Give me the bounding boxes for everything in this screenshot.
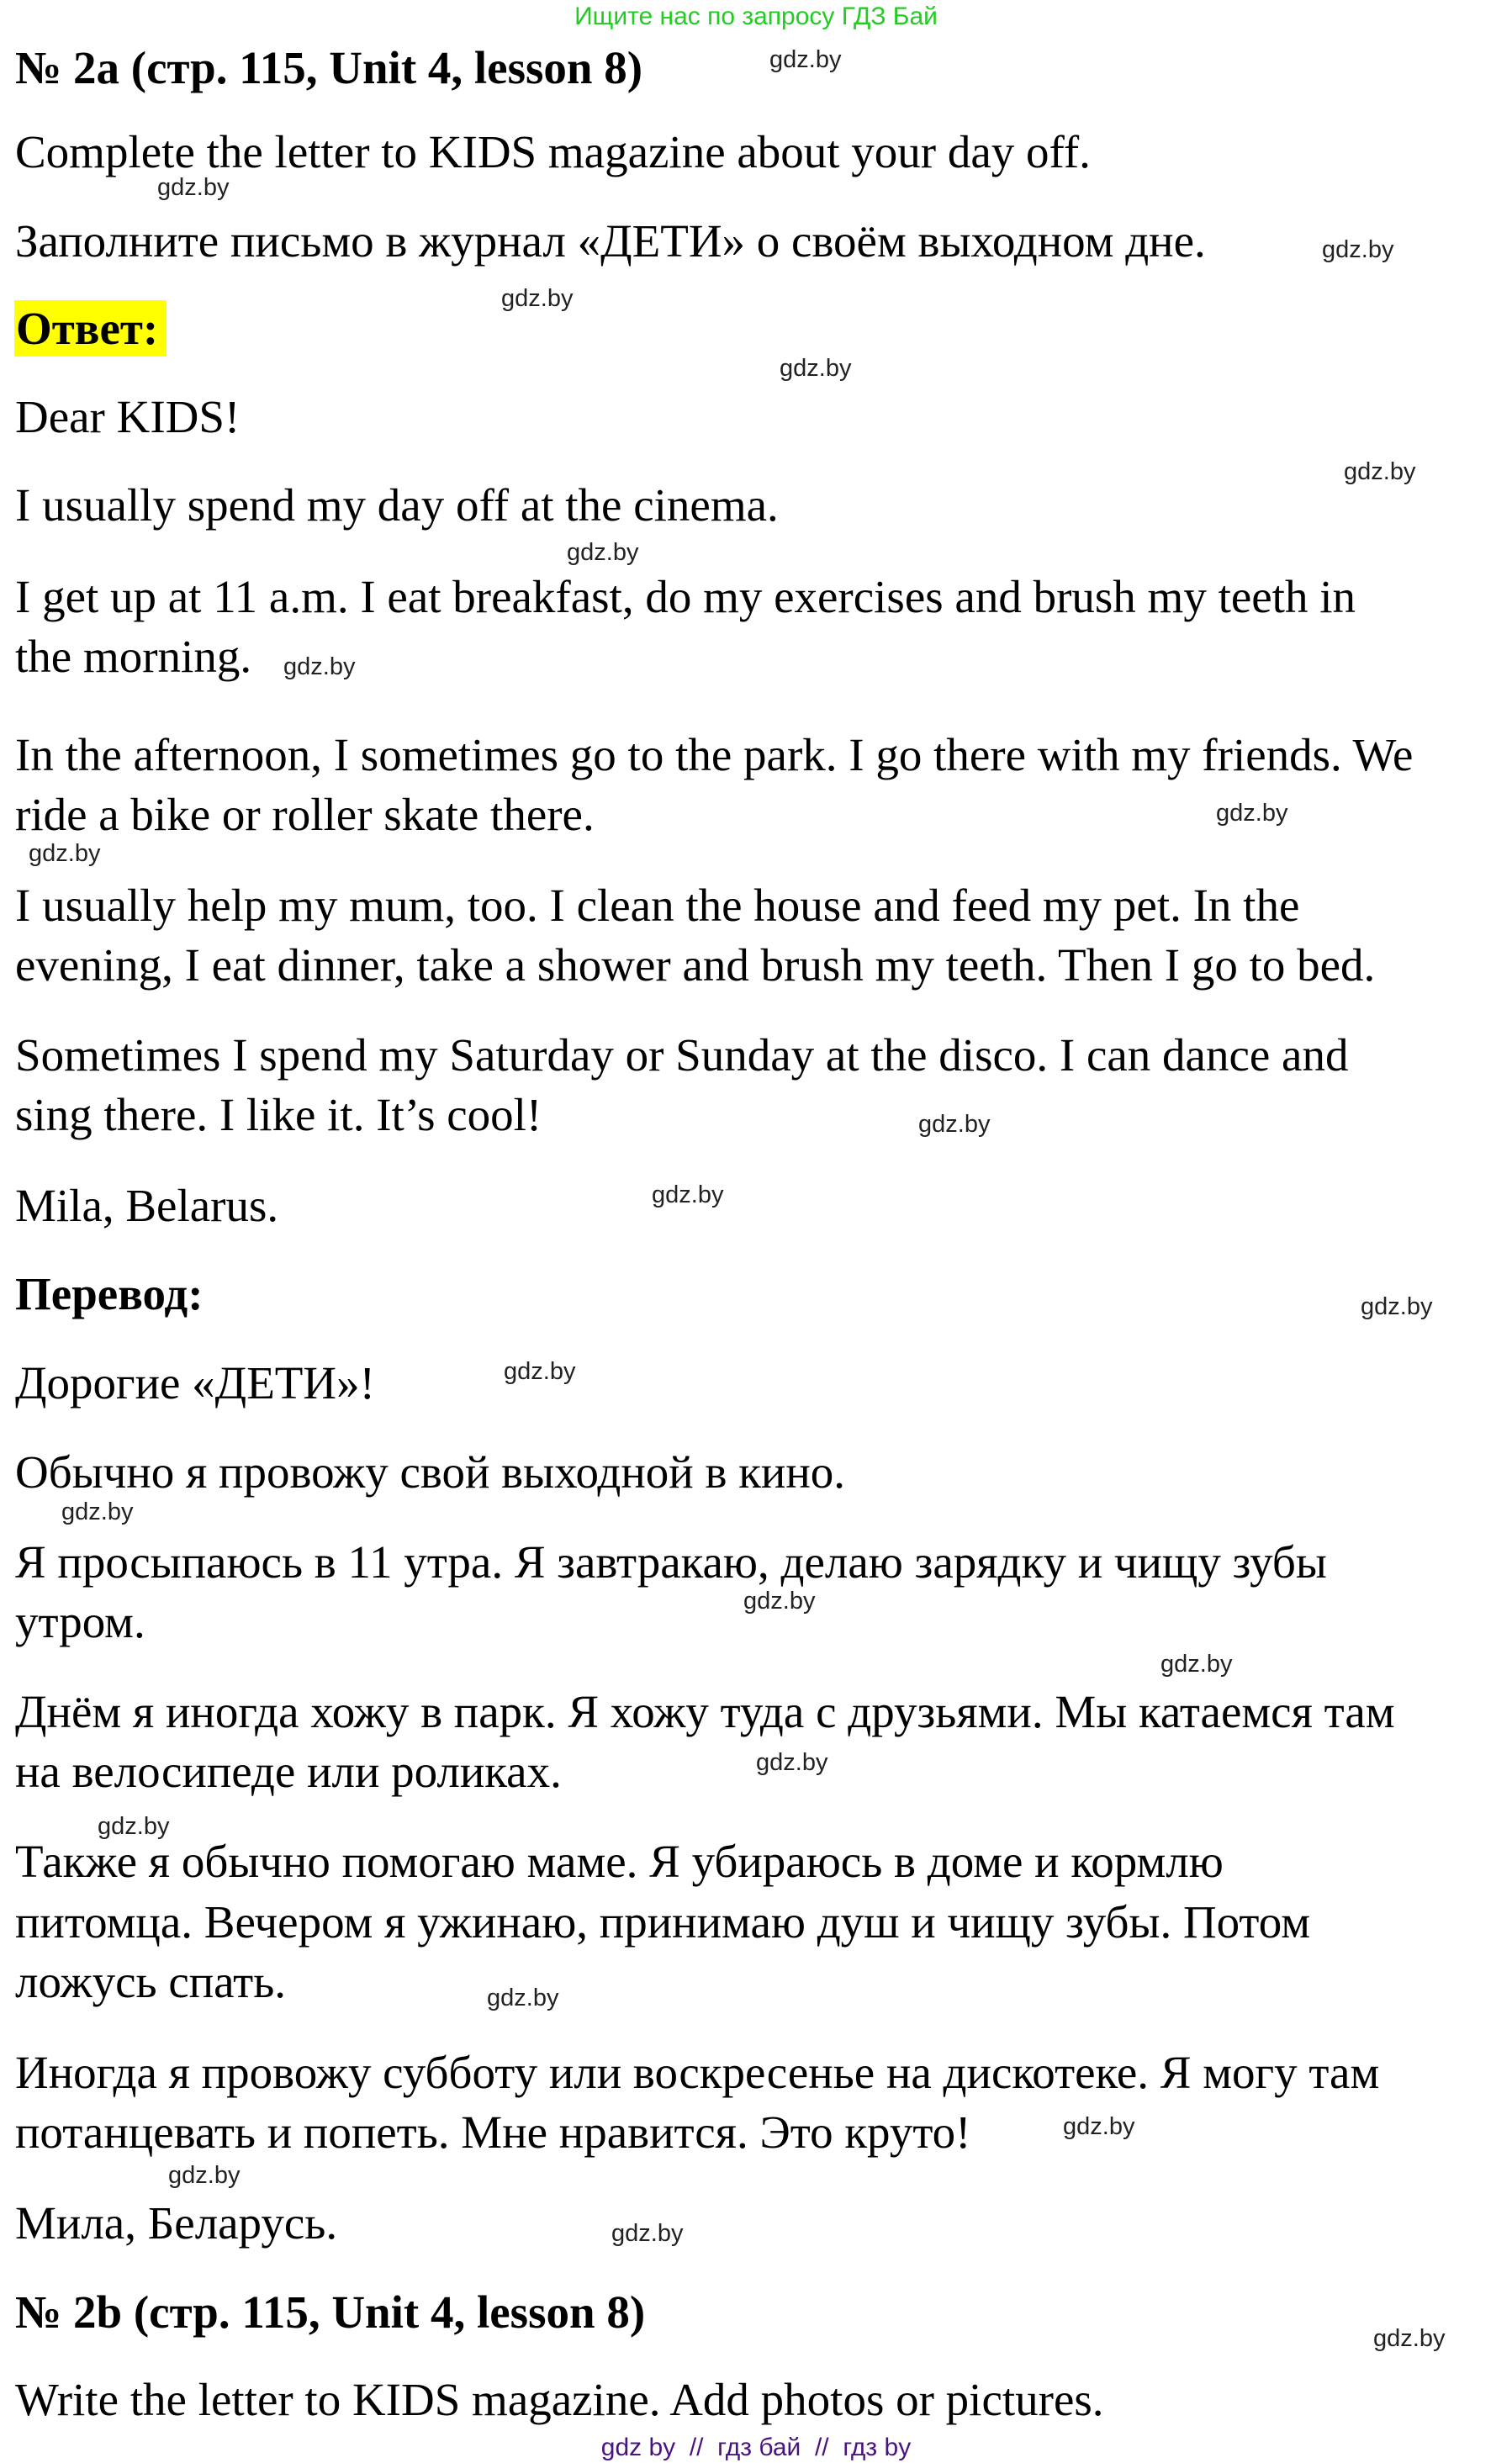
watermark: gdz.by bbox=[1063, 2113, 1135, 2140]
watermark: gdz.by bbox=[1344, 458, 1416, 485]
watermark: gdz.by bbox=[504, 1358, 576, 1385]
letter-en-paragraph: evening, I eat dinner, take a shower and brush my teeth. Then I go to bed. bbox=[15, 939, 1376, 991]
watermark: gdz.by bbox=[1322, 236, 1394, 263]
letter-en-paragraph: sing there. I like it. It’s cool! bbox=[15, 1089, 542, 1140]
answer-label: Ответ: bbox=[16, 303, 159, 354]
letter-ru-paragraph: утром. bbox=[15, 1596, 145, 1647]
footer-site-links[interactable]: gdz by // гдз бай // гдз by bbox=[600, 2434, 912, 2461]
letter-en-paragraph: I usually help my mum, too. I clean the house and feed my pet. In the bbox=[15, 880, 1300, 931]
watermark: gdz.by bbox=[157, 174, 230, 201]
letter-ru-signature: Мила, Беларусь. bbox=[15, 2197, 338, 2249]
watermark: gdz.by bbox=[652, 1181, 724, 1208]
watermark: gdz.by bbox=[61, 1498, 134, 1525]
answer-label-highlight bbox=[14, 300, 167, 357]
watermark: gdz.by bbox=[743, 1588, 816, 1615]
watermark: gdz.by bbox=[1216, 800, 1288, 827]
letter-en-paragraph: the morning. bbox=[15, 631, 252, 682]
watermark: gdz.by bbox=[283, 653, 356, 680]
exercise-2b-task: Write the letter to KIDS magazine. Add photos or pictures. bbox=[15, 2374, 1104, 2425]
letter-ru-paragraph: на велосипеде или роликах. bbox=[15, 1746, 562, 1797]
letter-en-paragraph: I get up at 11 a.m. I eat breakfast, do my exercises and brush my teeth in bbox=[15, 571, 1356, 622]
watermark: gdz.by bbox=[1373, 2325, 1446, 2352]
letter-ru-paragraph: ложусь спать. bbox=[15, 1956, 287, 2007]
watermark: gdz.by bbox=[756, 1749, 828, 1776]
watermark: gdz.by bbox=[501, 285, 574, 312]
exercise-2b-title: № 2b (стр. 115, Unit 4, lesson 8) bbox=[15, 2286, 646, 2338]
letter-en-paragraph: Sometimes I spend my Saturday or Sunday at the disco. I can dance and bbox=[15, 1029, 1349, 1081]
watermark: gdz.by bbox=[168, 2162, 241, 2189]
watermark: gdz.by bbox=[611, 2220, 684, 2247]
watermark: gdz.by bbox=[98, 1813, 170, 1840]
letter-ru-paragraph: Также я обычно помогаю маме. Я убираюсь в доме и кормлю bbox=[15, 1836, 1224, 1887]
letter-ru-paragraph: Обычно я провожу свой выходной в кино. bbox=[15, 1446, 846, 1498]
letter-ru-paragraph: Я просыпаюсь в 11 утра. Я завтракаю, делаю зарядку и чищу зубы bbox=[15, 1536, 1327, 1588]
letter-ru-paragraph: Иногда я провожу субботу или воскресенье на дискотеке. Я могу там bbox=[15, 2047, 1380, 2098]
watermark: gdz.by bbox=[567, 539, 639, 566]
letter-ru-paragraph: питомца. Вечером я ужинаю, принимаю душ и чищу зубы. Потом bbox=[15, 1896, 1310, 1948]
watermark: gdz.by bbox=[1160, 1651, 1233, 1678]
task-en: Complete the letter to KIDS magazine about your day off. bbox=[15, 126, 1091, 177]
watermark: gdz.by bbox=[769, 46, 842, 73]
watermark: gdz.by bbox=[29, 840, 101, 867]
letter-ru-paragraph: потанцевать и попеть. Мне нравится. Это круто! bbox=[15, 2106, 971, 2158]
watermark: gdz.by bbox=[487, 1985, 559, 2011]
letter-ru-greeting: Дорогие «ДЕТИ»! bbox=[15, 1357, 375, 1409]
letter-en-greeting: Dear KIDS! bbox=[15, 391, 241, 442]
watermark: gdz.by bbox=[918, 1111, 991, 1138]
translation-label: Перевод: bbox=[15, 1268, 204, 1319]
search-hint-link[interactable]: Ищите нас по запросу ГДЗ Бай bbox=[574, 3, 938, 30]
letter-ru-paragraph: Днём я иногда хожу в парк. Я хожу туда с друзьями. Мы катаемся там bbox=[15, 1686, 1395, 1737]
task-ru: Заполните письмо в журнал «ДЕТИ» о своём выходном дне. bbox=[15, 215, 1206, 267]
watermark: gdz.by bbox=[1361, 1293, 1433, 1320]
letter-en-paragraph: ride a bike or roller skate there. bbox=[15, 789, 595, 840]
letter-en-paragraph: In the afternoon, I sometimes go to the park. I go there with my friends. We bbox=[15, 729, 1414, 780]
watermark: gdz.by bbox=[780, 355, 852, 382]
letter-en-paragraph: I usually spend my day off at the cinema. bbox=[15, 479, 779, 531]
letter-en-signature: Mila, Belarus. bbox=[15, 1180, 279, 1231]
exercise-2a-title: № 2a (стр. 115, Unit 4, lesson 8) bbox=[15, 42, 643, 93]
